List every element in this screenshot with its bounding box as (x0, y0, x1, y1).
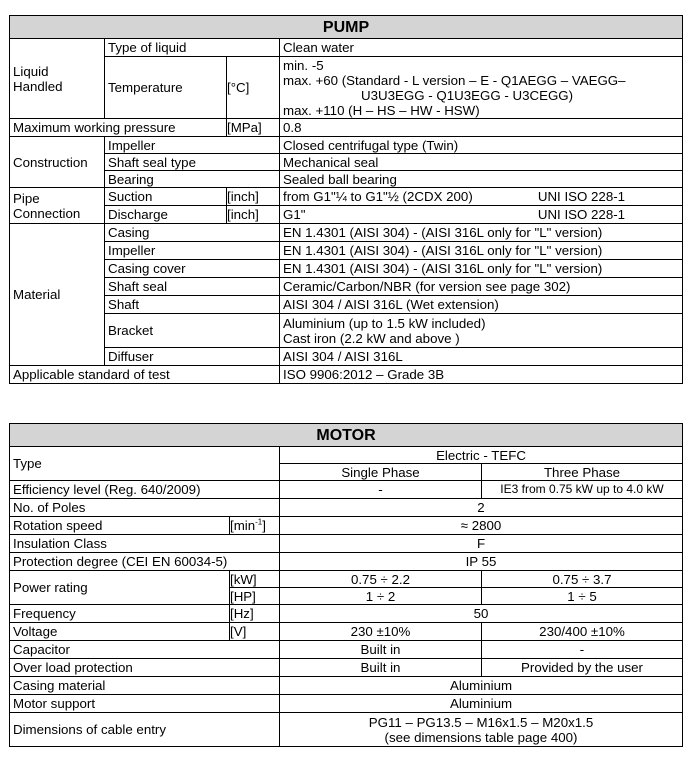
discharge-value (280, 206, 683, 224)
casing-material-label: Casing material (10, 677, 280, 695)
motor-support-value: Aluminium (280, 695, 683, 713)
speed-unit-base: [min (230, 518, 256, 533)
power-kw-single: 0.75 ÷ 2.2 (280, 571, 482, 588)
max-pressure-label: Maximum working pressure (10, 119, 227, 137)
capacitor-single: Built in (280, 641, 482, 659)
frequency-label: Frequency (10, 605, 230, 623)
discharge-label: Discharge (105, 206, 227, 224)
speed-unit-close: ] (262, 518, 266, 533)
suction-unit: [inch] (227, 188, 280, 206)
voltage-label: Voltage (10, 623, 230, 641)
construction-label: Construction (10, 137, 105, 188)
rotation-speed-label: Rotation speed (10, 517, 230, 535)
voltage-unit: [V] (230, 623, 280, 641)
pump-table (9, 15, 683, 384)
type-of-liquid-label: Type of liquid (105, 39, 280, 57)
rotation-speed-unit (230, 517, 280, 535)
cable-entry-label: Dimensions of cable entry (10, 713, 280, 747)
poles-value: 2 (280, 499, 683, 517)
temperature-value (280, 57, 683, 119)
material-casing-cover-value: EN 1.4301 (AISI 304) - (AISI 316L only for "L" version) (280, 260, 683, 278)
suction-value (280, 188, 683, 206)
material-bracket-label: Bracket (105, 314, 280, 348)
insulation-class-value: F (280, 535, 683, 553)
cable-entry-reference: (see dimensions table page 400) (384, 729, 578, 745)
poles-label: No. of Poles (10, 499, 280, 517)
material-bracket-value (280, 314, 683, 348)
rotation-speed-value: ≈ 2800 (280, 517, 683, 535)
temperature-label: Temperature (105, 57, 227, 119)
temp-max-high: max. +110 (H – HS – HW - HSW) (283, 102, 480, 118)
temp-max-standard-cont: U3U3EGG - Q1U3EGG - U3CEGG) (361, 87, 574, 103)
bracket-cast-iron: Cast iron (2.2 kW and above ) (283, 330, 460, 346)
material-casing-value: EN 1.4301 (AISI 304) - (AISI 316L only for "L" version) (280, 224, 683, 242)
bracket-aluminium: Aluminium (up to 1.5 kW included) (283, 315, 486, 331)
liquid-handled-label: Liquid Handled (10, 39, 105, 119)
voltage-three: 230/400 ±10% (482, 623, 683, 641)
pump-title: PUMP (10, 16, 683, 39)
motor-title: MOTOR (10, 424, 683, 447)
insulation-class-label: Insulation Class (10, 535, 280, 553)
speed-unit-exponent: -1 (255, 517, 263, 527)
temperature-unit: [°C] (227, 57, 280, 119)
motor-type-value: Electric - TEFC (280, 447, 683, 464)
material-impeller-label: Impeller (105, 242, 280, 260)
type-of-liquid-value: Clean water (280, 39, 683, 57)
cable-entry-sizes: PG11 – PG13.5 – M16x1.5 – M20x1.5 (368, 714, 594, 730)
efficiency-three: IE3 from 0.75 kW up to 4.0 kW (482, 481, 683, 499)
overload-protection-label: Over load protection (10, 659, 280, 677)
shaft-seal-type-label: Shaft seal type (105, 154, 280, 171)
material-shaft-value: AISI 304 / AISI 316L (Wet extension) (280, 296, 683, 314)
capacitor-label: Capacitor (10, 641, 280, 659)
material-impeller-value: EN 1.4301 (AISI 304) - (AISI 316L only for "L" version) (280, 242, 683, 260)
discharge-standard: UNI ISO 228-1 (537, 207, 626, 222)
pipe-label-line1: Pipe (13, 190, 40, 206)
discharge-size: G1" (283, 207, 306, 222)
power-kw-unit: [kW] (230, 571, 280, 588)
power-kw-three: 0.75 ÷ 3.7 (482, 571, 683, 588)
material-label: Material (10, 224, 105, 366)
overload-protection-three: Provided by the user (482, 659, 683, 677)
material-shaft-label: Shaft (105, 296, 280, 314)
shaft-seal-type-value: Mechanical seal (280, 154, 683, 171)
max-pressure-unit: [MPa] (227, 119, 280, 137)
suction-standard: UNI ISO 228-1 (537, 189, 626, 204)
material-shaft-seal-label: Shaft seal (105, 278, 280, 296)
power-hp-single: 1 ÷ 2 (280, 588, 482, 605)
single-phase-header: Single Phase (280, 464, 482, 481)
material-diffuser-value: AISI 304 / AISI 316L (280, 348, 683, 366)
max-pressure-value: 0.8 (280, 119, 683, 137)
power-hp-three: 1 ÷ 5 (482, 588, 683, 605)
efficiency-single: - (280, 481, 482, 499)
motor-support-label: Motor support (10, 695, 280, 713)
material-casing-label: Casing (105, 224, 280, 242)
three-phase-header: Three Phase (482, 464, 683, 481)
protection-degree-value: IP 55 (280, 553, 683, 571)
suction-label: Suction (105, 188, 227, 206)
suction-size: from G1"¼ to G1"½ (2CDX 200) (283, 189, 473, 204)
impeller-label: Impeller (105, 137, 280, 154)
pipe-connection-label (10, 188, 105, 224)
motor-type-label: Type (10, 447, 280, 481)
casing-material-value: Aluminium (280, 677, 683, 695)
applicable-standard-value: ISO 9906:2012 – Grade 3B (280, 366, 683, 384)
material-diffuser-label: Diffuser (105, 348, 280, 366)
applicable-standard-label: Applicable standard of test (10, 366, 280, 384)
frequency-value: 50 (280, 605, 683, 623)
discharge-unit: [inch] (227, 206, 280, 224)
power-hp-unit: [HP] (230, 588, 280, 605)
material-casing-cover-label: Casing cover (105, 260, 280, 278)
motor-table (9, 423, 683, 747)
pipe-label-line2: Connection (13, 205, 81, 221)
voltage-single: 230 ±10% (280, 623, 482, 641)
cable-entry-value (280, 713, 683, 747)
power-rating-label: Power rating (10, 571, 230, 605)
frequency-unit: [Hz] (230, 605, 280, 623)
bearing-label: Bearing (105, 171, 280, 188)
temp-max-standard: max. +60 (Standard - L version – E - Q1AEGG – VAEGG– (283, 72, 626, 88)
overload-protection-single: Built in (280, 659, 482, 677)
impeller-value: Closed centrifugal type (Twin) (280, 137, 683, 154)
efficiency-label: Efficiency level (Reg. 640/2009) (10, 481, 280, 499)
capacitor-three: - (482, 641, 683, 659)
material-shaft-seal-value: Ceramic/Carbon/NBR (for version see page 302) (280, 278, 683, 296)
bearing-value: Sealed ball bearing (280, 171, 683, 188)
temp-min: min. -5 (283, 57, 324, 73)
protection-degree-label: Protection degree (CEI EN 60034-5) (10, 553, 280, 571)
